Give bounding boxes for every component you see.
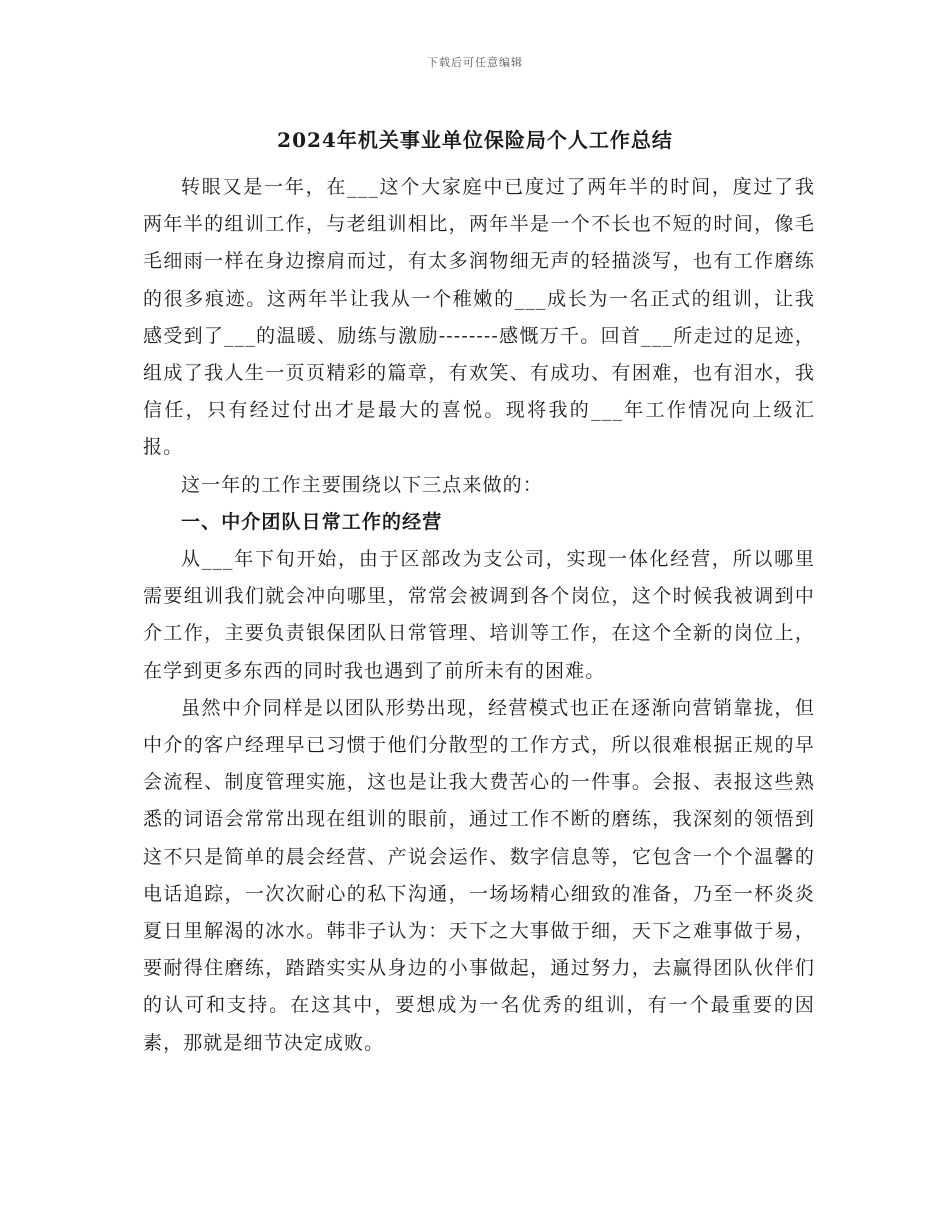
intro-paragraph: 转眼又是一年，在___这个大家庭中已度过了两年半的时间，度过了我两年半的组训工作，与老组训相比，两年半是一个不长也不短的时间，像毛毛细雨一样在身边擦肩而过，有太多润物细无声的轻描淡写，也有工作磨练的很多痕迹。这两年半让我从一个稚嫩的___成长为一名正式的组训，让我感受到了___的温暖、励练与激励--------感慨万千。回首___所走过的足迹，组成了我人生一页页精彩的篇章，有欢笑、有成功、有困难，也有泪水，我信任，只有经过付出才是最大的喜悦。现将我的___年工作情况向上级汇报。: [143, 176, 815, 459]
header-note: 下载后可任意编辑: [427, 56, 523, 69]
section-heading: 一、中介团队日常工作的经营: [181, 510, 443, 533]
section-paragraph: 从___年下旬开始，由于区部改为支公司，实现一体化经营，所以哪里需要组训我们就会冲向哪里，常常会被调到各个岗位，这个时候我被调到中介工作，主要负责银保团队日常管理、培训等工作，在这个全新的岗位上，在学到更多东西的同时我也遇到了前所未有的困难。: [143, 548, 815, 682]
document-title: 2024年机关事业单位保险局个人工作总结: [277, 128, 673, 152]
intro-summary-paragraph: 这一年的工作主要围绕以下三点来做的：: [181, 473, 543, 496]
section-paragraph: 虽然中介同样是以团队形势出现，经营模式也正在逐渐向营销靠拢，但中介的客户经理早已习惯于他们分散型的工作方式，所以很难根据正规的早会流程、制度管理实施，这也是让我大费苦心的一件事。会报、表报这些熟悉的词语会常常出现在组训的眼前，通过工作不断的磨练，我深刻的领悟到这不只是简单的晨会经营、产说会运作、数字信息等，它包含一个个温馨的电话追踪，一次次耐心的私下沟通，一场场精心细致的准备，乃至一杯炎炎夏日里解渴的冰水。韩非子认为：天下之大事做于细，天下之难事做于易，要耐得住磨练，踏踏实实从身边的小事做起，通过努力，去赢得团队伙伴们的认可和支持。在这其中，要想成为一名优秀的组训，有一个最重要的因素，那就是细节决定成败。: [143, 696, 815, 1054]
document-body: [143, 169, 815, 1062]
